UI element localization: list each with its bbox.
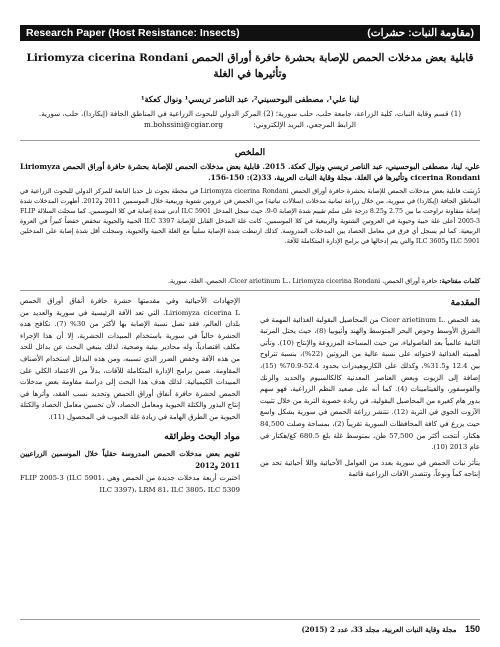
section-header-bar bbox=[20, 25, 480, 41]
email-link[interactable]: m.bohssini@cgiar.org bbox=[144, 120, 223, 129]
left-paragraph-1: الإجهادات الأحيائية وفي مقدمتها حشرة حافرة أنفاق أوراق الحمص Liriomyza cicerina L. التي تعد الآفة الرئيسية في سورية والعديد من بلدان العالم، فقد تصل نسبة الإصابة بها لأكثر من 30% (7). تكافح هذه الحشرة حالياً في سورية باستخدام المبيدات الحشرية، إلا أن هذا الإجراء مكلف اقتصادياً، وله محاذير بيئية وصحية، لذلك ينبغي البحث عن بدائل للحد من هذه الآفة وخفض الضرر الذي تسببه، ومن هذه البدائل استخدام الأصناف المقاومة. ضمن برامج الإدارة المتكاملة للآفات، بدلاً من الاعتماد الكلي على المبيدات الكيميائية. لذلك هدف هذا البحث إلى دراسة مقاومة بعض مدخلات الحمص لحشرة حافرة أنفاق أوراق الحمص وتحديد نسب الفقد، وأثرها في إنتاج البذور والكتلة الحيوية ومعامل الحصاد، لأن تحسين معامل الحصاد والكتلة الحيوية من الطرق الهامة في زيادة غلة الحبوب في المحصول (11). bbox=[20, 297, 240, 421]
introduction-paragraph-1: يعد الحمص .Cicer arietinum L من المحاصيل البقولية الغذائية المهمة في الشرق الأوسط وحوض البحر المتوسط والهند وأثيوبيا (8)، حيث يحتل المرتبة الثانية عالمياً بعد الفاصولياء، من حيث المساحة المزروعة والإنتاج (10). وتأتي أهميته الغذائية لاحتوائه على نسبة عالية من البروتين (22%)، بنسبة تتراوح بين 12.4 و31.5%، وكذلك على الكاربوهيدرات بحدود 52.4-70.9% (15)، إضافة إلى الزيوت وبعض العناصر المعدنية كالكالسيوم والحديد والزنك والفوسفور، والفيتامينات (4). كما أنه على صعيد النظم الزراعية، فهو سهم بدور هام كغيره من المحاصيل البقولية، في زيادة خصوبة التربة من خلال تثبيت الآزوت الجوي في التربة (12). تنتشر زراعة الحمص في سورية بشكل واسع حيث يزرع في كافة المحافظات السورية تقريباً (2)، بمساحة وصلت 84,500 هكتار، أنتجت أكثر من 57,500 طن، بمتوسط غلة بلغ 680.5 كغ/هكتار في عام 2013 (10). bbox=[260, 315, 481, 452]
methods-paragraph: اختبرت أربعة مدخلات جديدة من الحمص وهي FLIP 2005-3 (ILC 5901، ILC 3397)، LRM 81، ILC 3805، ILC 5309 bbox=[20, 474, 240, 494]
header-english: Research Paper (Host Resistance: Insects) bbox=[26, 27, 240, 39]
email-label: الرابط المرجعي، البريد الإلكتروني: bbox=[253, 120, 356, 129]
page-number: 150 bbox=[464, 624, 480, 634]
keywords bbox=[20, 277, 480, 287]
introduction-paragraph-2: يتأثر نبات الحمص في سورية بعدد من العوامل الأحيائية واللا أحيائية تحد من إنتاجه كماً ونوعاً، وتتصدر الآفات الزراعية قائمة bbox=[260, 458, 480, 479]
paper-title bbox=[20, 50, 480, 82]
introduction-heading: المقدمة bbox=[450, 298, 480, 308]
title-line-1: قابلية بعض مدخلات الحمص للإصابة بحشرة حافرة أوراق الحمص Liriomyza cicerina Rondani bbox=[26, 52, 474, 64]
keywords-list: حافرة أوراق الحمص، Cicer arietinum L.، Liriomyza cicerina Rondani، الحمص، الغلة، سورية. bbox=[167, 278, 438, 285]
page-footer bbox=[20, 624, 480, 634]
authors: لينا علي¹، مصطفى البوحسيني²، عبد الناصر تريسي¹ ونوال كعكة¹ bbox=[141, 94, 359, 104]
divider-abstract bbox=[20, 290, 480, 291]
left-column bbox=[20, 296, 240, 497]
affiliation bbox=[20, 108, 480, 130]
abstract-heading: الملخص bbox=[234, 148, 266, 158]
right-column bbox=[260, 296, 480, 481]
divider-footer bbox=[20, 619, 480, 620]
abstract-text: دُرِسَت قابلية بعض مدخلات الحمص للإصابة بحشرة حافرة أوراق الحمص Liriomyza cicerina Rondani في محطة بحوث تل حديا التابعة للمركز الدولي للبحوث الزراعية في المناطق الجافة (إيكاردا) في سورية، من خلال زراعة ثمانية مدخلات (سلالات نباتية) من الحمص في عروتين شتوية وربيعية خلال الموسمين 2011 و2012. أظهرت المدخلات شدة إصابة متفاوتة تراوحت ما بين 2.75 و8.25 درجة على سلم تقييم شدة الإصابة 0-9، حيث سجل المدخل ILC 5901 أدنى شدة إصابة في كلا الموسمين. كما سجلت السلالة FLIP 2005-3 أعلى غلة حبية وحيوية في العروتين الشتوية والربيعية في كلا الموسمين. كانت غلة المدخل القابل للإصابة ILC 3397 الحبية والحيوية تنخفض خفضاً كبيراً في العروة الربيعية. كما لم يسجل أي فرق في معامل الحصاد بين المدخلات المدروسة. كذلك ارتبطت شدة الإصابة سلبياً مع الغلة الحبية والحيوية، وسجلت أقل شدة إصابة على المدخلين ILC 5901 وILC 3605 والتي يتم إدخالها في برامج الإدارة المتكاملة للآفة. bbox=[20, 188, 481, 245]
abstract-reference: علي، لينا، مصطفى البوحسيني، عبد الناصر تريسي ونوال كعكة. 2015. قابلية بعض مدخلات الحمص للإصابة بحشرة حافرة أوراق الحمص Liriomyza cicerina Rondani وتأثيرها في الغلة. مجلة وقاية النبات العربية، 33(2): 150-156. bbox=[20, 162, 480, 182]
methods-heading: مواد البحث وطرائقه bbox=[164, 431, 240, 442]
header-arabic: (مقاومة النبات: حشرات) bbox=[367, 27, 474, 39]
title-line-2: وتأثيرها في الغلة bbox=[213, 68, 287, 80]
divider-top bbox=[20, 140, 480, 141]
affiliation-line-2 bbox=[20, 119, 480, 130]
affiliation-line-1: (1) قسم وقاية النبات، كلية الزراعة، جامعة حلب، حلب سورية؛ (2) المركز الدولي للبحوث الزراعية في المناطق الجافة (إيكاردا)، حلب، سورية. bbox=[38, 109, 462, 118]
methods-subheading: تقويم بعض مدخلات الحمص المدروسة حقلياً خلال الموسمين الزراعيين 2011 و2012 bbox=[20, 449, 240, 470]
keywords-label: كلمات مفتاحية: bbox=[439, 278, 480, 285]
journal-citation: مجلة وقاية النبات العربية، مجلد 33، عدد 2 (2015) bbox=[301, 625, 457, 634]
